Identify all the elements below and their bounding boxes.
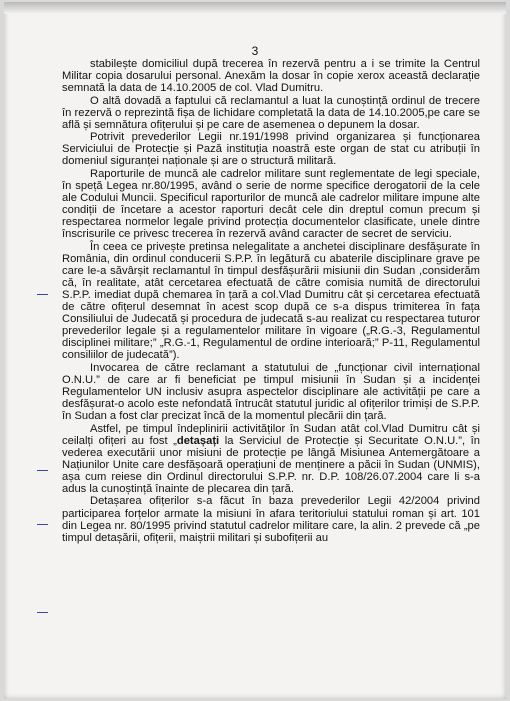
margin-annotation-mark: [37, 612, 48, 613]
margin-annotation-mark: [37, 470, 48, 471]
margin-annotation-mark: [37, 294, 48, 295]
paragraph-4: Raporturile de muncă ale cadrelor militare sunt reglementate de legi speciale, în speță Legea nr.80/1995, având o serie de norme specifice derogatorii de la cele ale Codului Muncii. Specificul raporturilor de muncă ale cadrelor militare impune alte condiții de încetare a acestor raporturi decât cele din dreptul comun precum și respectarea normelor legale privind protecția documentelor clasificate, unele dintre înscrisurile ce privesc trecerea în rezervă având caracter de secret de serviciu.: [62, 167, 480, 241]
document-page: [4, 2, 506, 699]
paragraph-3: Potrivit prevederilor Legii nr.191/1998 privind organizarea și funcționarea Serviciului de Protecție și Pază instituția noastră este organ de stat cu atribuții în domeniul siguranței naționale și are o structură militară.: [62, 131, 480, 168]
paragraph-7: Astfel, pe timpul îndeplinirii activităților în Sudan atât col.Vlad Dumitru cât și ceilalți ofițeri au fost „detașați la Serviciul de Protecție și Securitate O.N.U.”, în vederea executării unor misiuni de protecție pe lângă Misiunea Antemergătoare a Națiunilor Unite care desfășoară operațiuni de menținere a păcii în Sudan (UNMIS), așa cum reiese din Ordinul directorului S.P.P. nr. D.P. 108/26.07.2004 care li s-a adus la cunoștință înainte de plecarea din țară.: [62, 422, 480, 496]
paragraph-8: Detașarea ofițerilor s-a făcut în baza prevederilor Legii 42/2004 privind participarea forțelor armate la misiuni în afara teritoriului statului roman și art. 101 din Legea nr. 80/1995 privind statutul cadrelor militare care, la alin. 2 prevede că „pe timpul detașării, ofițerii, maiștrii militari și subofițerii au: [62, 495, 480, 544]
paragraph-5: În ceea ce privește pretinsa nelegalitate a anchetei disciplinare desfășurate în România, din ordinul conducerii S.P.P. în legătură cu abaterile disciplinare grave pe care le-a săvârșit reclamantul în timpul desfășurării misiunii din Sudan ,considerăm că, în realitate, atât cercetarea efectuată de către comisia numită de directorului S.P.P. imediat după chemarea în țară a col.Vlad Dumitru cât și cercetarea efectuată de către ofițerul desemnat în acest scop după ce s-a dispus trimiterea în fața Consiliului de Judecată și procedura de judecată s-au realizat cu respectarea tuturor prevederilor legale și a regulamentelor militare în vigoare („R.G.-3, Regulamentul disciplinei militare;” „R.G.-1, Regulamentul de ordine interioară;” P-11, Regulamentul consiliilor de judecată”).: [62, 240, 480, 362]
document-body: [62, 58, 480, 544]
paragraph-1: stabilește domiciliul după trecerea în rezervă pentru a i se trimite la Centrul Militar copia dosarului personal. Anexăm la dosar în copie xerox această declarație semnată la data de 14.10.2005 de col. Vlad Dumitru.: [62, 58, 480, 95]
scan-edge-shadow: [4, 2, 506, 14]
page-number: 3: [251, 44, 259, 58]
paragraph-6: Invocarea de către reclamant a statutului de „funcționar civil internațional O.N.U.” de care ar fi beneficiat pe timpul misiunii în Sudan și a incidenței Regulamentelor UN inclusiv asupra aspectelor disciplinare ale activității pe care a desfășurat-o acolo este nefondată întrucât statutul juridic al ofițerilor trimiși de S.P.P. în Sudan a fost clar precizat încă de la momentul plecării din țară.: [62, 361, 480, 423]
margin-annotation-mark: [37, 524, 48, 525]
paragraph-2: O altă dovadă a faptului că reclamantul a luat la cunoștință ordinul de trecere în rezervă o reprezintă fișa de lichidare completată la data de 14.10.2005,pe care se află și semnătura ofițerului și pe care de asemenea o depunem la dosar.: [62, 94, 480, 131]
